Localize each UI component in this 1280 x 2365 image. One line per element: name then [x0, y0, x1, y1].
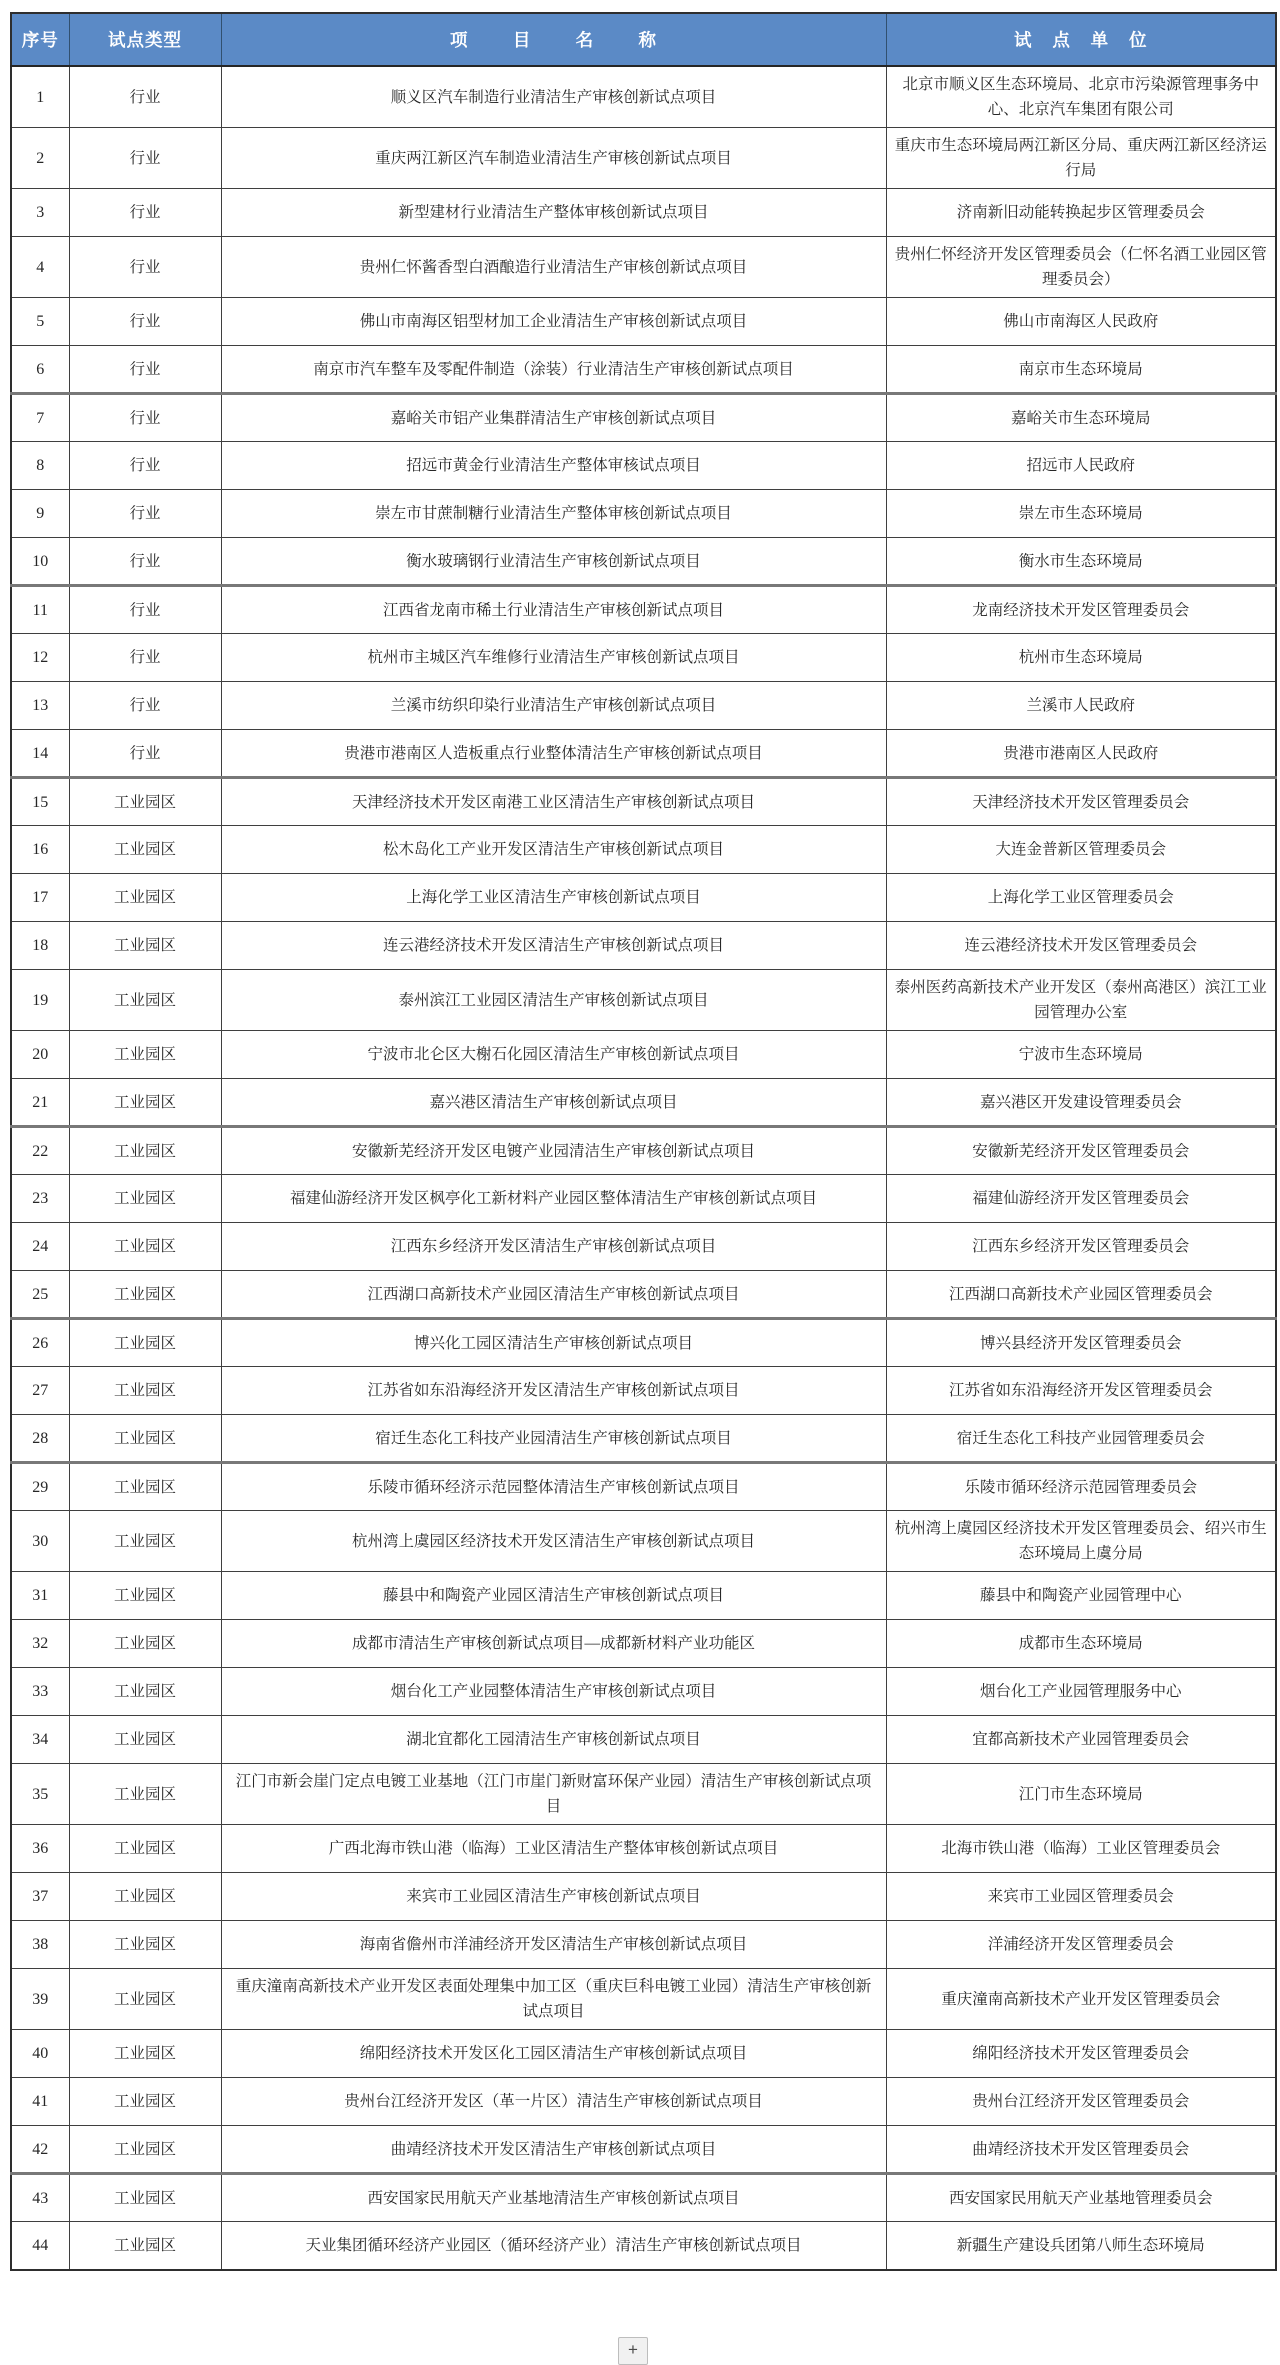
cell-project: 广西北海市铁山港（临海）工业区清洁生产整体审核创新试点项目 [221, 1825, 886, 1873]
cell-type: 工业园区 [69, 1415, 221, 1463]
cell-no: 19 [11, 970, 69, 1031]
cell-no: 5 [11, 298, 69, 346]
table-row [11, 128, 1276, 189]
cell-type: 工业园区 [69, 922, 221, 970]
cell-type: 工业园区 [69, 2174, 221, 2222]
cell-project: 衡水玻璃钢行业清洁生产审核创新试点项目 [221, 538, 886, 586]
cell-project: 宁波市北仑区大榭石化园区清洁生产审核创新试点项目 [221, 1031, 886, 1079]
cell-type: 工业园区 [69, 1764, 221, 1825]
table-row [11, 2078, 1276, 2126]
cell-project: 湖北宜都化工园清洁生产审核创新试点项目 [221, 1716, 886, 1764]
cell-project: 杭州湾上虞园区经济技术开发区清洁生产审核创新试点项目 [221, 1511, 886, 1572]
cell-unit: 新疆生产建设兵团第八师生态环境局 [886, 2222, 1276, 2270]
cell-no: 15 [11, 778, 69, 826]
cell-type: 行业 [69, 189, 221, 237]
table-row [11, 682, 1276, 730]
cell-type: 工业园区 [69, 2078, 221, 2126]
cell-no: 37 [11, 1873, 69, 1921]
cell-no: 41 [11, 2078, 69, 2126]
cell-no: 24 [11, 1223, 69, 1271]
cell-project: 江西湖口高新技术产业园区清洁生产审核创新试点项目 [221, 1271, 886, 1319]
cell-unit: 嘉兴港区开发建设管理委员会 [886, 1079, 1276, 1127]
table-row [11, 237, 1276, 298]
cell-project: 江西东乡经济开发区清洁生产审核创新试点项目 [221, 1223, 886, 1271]
cell-unit: 重庆潼南高新技术产业开发区管理委员会 [886, 1969, 1276, 2030]
cell-unit: 曲靖经济技术开发区管理委员会 [886, 2126, 1276, 2174]
cell-unit: 招远市人民政府 [886, 442, 1276, 490]
cell-no: 11 [11, 586, 69, 634]
cell-unit: 泰州医药高新技术产业开发区（泰州高港区）滨江工业园管理办公室 [886, 970, 1276, 1031]
table-row [11, 2222, 1276, 2270]
table-row [11, 2126, 1276, 2174]
cell-unit: 崇左市生态环境局 [886, 490, 1276, 538]
cell-unit: 嘉峪关市生态环境局 [886, 394, 1276, 442]
cell-type: 行业 [69, 586, 221, 634]
cell-unit: 来宾市工业园区管理委员会 [886, 1873, 1276, 1921]
table-row [11, 1921, 1276, 1969]
table-row [11, 1367, 1276, 1415]
cell-no: 13 [11, 682, 69, 730]
cell-type: 行业 [69, 634, 221, 682]
cell-no: 14 [11, 730, 69, 778]
header-cell-unit: 试 点 单 位 [886, 13, 1276, 66]
cell-no: 6 [11, 346, 69, 394]
header-cell-number: 序号 [11, 13, 69, 66]
table-row [11, 538, 1276, 586]
document-page [10, 12, 1276, 2271]
cell-unit: 龙南经济技术开发区管理委员会 [886, 586, 1276, 634]
table-body [11, 66, 1276, 2270]
cell-project: 重庆两江新区汽车制造业清洁生产审核创新试点项目 [221, 128, 886, 189]
table-row [11, 970, 1276, 1031]
table-row [11, 298, 1276, 346]
table-row [11, 1319, 1276, 1367]
table-row [11, 1175, 1276, 1223]
header-cell-project: 项 目 名 称 [221, 13, 886, 66]
cell-type: 行业 [69, 490, 221, 538]
cell-unit: 兰溪市人民政府 [886, 682, 1276, 730]
cell-no: 18 [11, 922, 69, 970]
cell-no: 12 [11, 634, 69, 682]
cell-type: 工业园区 [69, 1175, 221, 1223]
header-row [11, 13, 1276, 66]
cell-no: 33 [11, 1668, 69, 1716]
cell-project: 重庆潼南高新技术产业开发区表面处理集中加工区（重庆巨科电镀工业园）清洁生产审核创新试点项目 [221, 1969, 886, 2030]
cell-no: 40 [11, 2030, 69, 2078]
cell-no: 22 [11, 1127, 69, 1175]
cell-no: 30 [11, 1511, 69, 1572]
cell-type: 工业园区 [69, 778, 221, 826]
table-row [11, 1223, 1276, 1271]
cell-unit: 大连金普新区管理委员会 [886, 826, 1276, 874]
cell-project: 博兴化工园区清洁生产审核创新试点项目 [221, 1319, 886, 1367]
cell-project: 来宾市工业园区清洁生产审核创新试点项目 [221, 1873, 886, 1921]
cell-type: 行业 [69, 346, 221, 394]
cell-project: 连云港经济技术开发区清洁生产审核创新试点项目 [221, 922, 886, 970]
cell-unit: 杭州湾上虞园区经济技术开发区管理委员会、绍兴市生态环境局上虞分局 [886, 1511, 1276, 1572]
cell-unit: 江苏省如东沿海经济开发区管理委员会 [886, 1367, 1276, 1415]
cell-no: 42 [11, 2126, 69, 2174]
cell-project: 江门市新会崖门定点电镀工业基地（江门市崖门新财富环保产业园）清洁生产审核创新试点项目 [221, 1764, 886, 1825]
cell-project: 烟台化工产业园整体清洁生产审核创新试点项目 [221, 1668, 886, 1716]
cell-project: 顺义区汽车制造行业清洁生产审核创新试点项目 [221, 66, 886, 128]
table-row [11, 778, 1276, 826]
cell-project: 松木岛化工产业开发区清洁生产审核创新试点项目 [221, 826, 886, 874]
table-row [11, 1511, 1276, 1572]
cell-unit: 江门市生态环境局 [886, 1764, 1276, 1825]
cell-no: 21 [11, 1079, 69, 1127]
cell-no: 7 [11, 394, 69, 442]
cell-no: 25 [11, 1271, 69, 1319]
cell-no: 3 [11, 189, 69, 237]
table-row [11, 442, 1276, 490]
cell-type: 行业 [69, 442, 221, 490]
table-row [11, 1825, 1276, 1873]
cell-no: 39 [11, 1969, 69, 2030]
cell-no: 1 [11, 66, 69, 128]
cell-type: 工业园区 [69, 1271, 221, 1319]
cell-no: 27 [11, 1367, 69, 1415]
cell-unit: 安徽新芜经济开发区管理委员会 [886, 1127, 1276, 1175]
cell-unit: 宜都高新技术产业园管理委员会 [886, 1716, 1276, 1764]
cell-project: 南京市汽车整车及零配件制造（涂装）行业清洁生产审核创新试点项目 [221, 346, 886, 394]
cell-type: 工业园区 [69, 1511, 221, 1572]
cell-unit: 佛山市南海区人民政府 [886, 298, 1276, 346]
cell-project: 西安国家民用航天产业基地清洁生产审核创新试点项目 [221, 2174, 886, 2222]
cell-unit: 杭州市生态环境局 [886, 634, 1276, 682]
cell-unit: 宿迁生态化工科技产业园管理委员会 [886, 1415, 1276, 1463]
cell-type: 工业园区 [69, 1031, 221, 1079]
cell-no: 23 [11, 1175, 69, 1223]
cell-project: 宿迁生态化工科技产业园清洁生产审核创新试点项目 [221, 1415, 886, 1463]
cell-type: 行业 [69, 66, 221, 128]
cell-project: 佛山市南海区铝型材加工企业清洁生产审核创新试点项目 [221, 298, 886, 346]
cell-type: 工业园区 [69, 826, 221, 874]
cell-project: 天津经济技术开发区南港工业区清洁生产审核创新试点项目 [221, 778, 886, 826]
cell-project: 招远市黄金行业清洁生产整体审核试点项目 [221, 442, 886, 490]
cell-project: 贵港市港南区人造板重点行业整体清洁生产审核创新试点项目 [221, 730, 886, 778]
cell-project: 嘉峪关市铝产业集群清洁生产审核创新试点项目 [221, 394, 886, 442]
cell-type: 工业园区 [69, 1921, 221, 1969]
cell-type: 工业园区 [69, 1367, 221, 1415]
cell-type: 行业 [69, 394, 221, 442]
table-row [11, 346, 1276, 394]
cell-unit: 上海化学工业区管理委员会 [886, 874, 1276, 922]
cell-type: 工业园区 [69, 2222, 221, 2270]
cell-unit: 北京市顺义区生态环境局、北京市污染源管理事务中心、北京汽车集团有限公司 [886, 66, 1276, 128]
cell-project: 福建仙游经济开发区枫亭化工新材料产业园区整体清洁生产审核创新试点项目 [221, 1175, 886, 1223]
cell-type: 工业园区 [69, 1223, 221, 1271]
cell-type: 行业 [69, 730, 221, 778]
table-row [11, 1031, 1276, 1079]
cell-unit: 天津经济技术开发区管理委员会 [886, 778, 1276, 826]
plus-icon: + [628, 2340, 638, 2359]
cell-no: 8 [11, 442, 69, 490]
table-row [11, 490, 1276, 538]
cell-type: 工业园区 [69, 1969, 221, 2030]
cell-project: 杭州市主城区汽车维修行业清洁生产审核创新试点项目 [221, 634, 886, 682]
table-row [11, 1764, 1276, 1825]
cell-no: 43 [11, 2174, 69, 2222]
cell-type: 工业园区 [69, 1319, 221, 1367]
cell-type: 工业园区 [69, 1463, 221, 1511]
cell-project: 绵阳经济技术开发区化工园区清洁生产审核创新试点项目 [221, 2030, 886, 2078]
cell-type: 工业园区 [69, 1620, 221, 1668]
cell-project: 泰州滨江工业园区清洁生产审核创新试点项目 [221, 970, 886, 1031]
table-row [11, 1079, 1276, 1127]
cell-type: 工业园区 [69, 2030, 221, 2078]
cell-unit: 藤县中和陶瓷产业园管理中心 [886, 1572, 1276, 1620]
cell-no: 16 [11, 826, 69, 874]
cell-no: 31 [11, 1572, 69, 1620]
cell-no: 17 [11, 874, 69, 922]
cell-project: 乐陵市循环经济示范园整体清洁生产审核创新试点项目 [221, 1463, 886, 1511]
cell-project: 成都市清洁生产审核创新试点项目—成都新材料产业功能区 [221, 1620, 886, 1668]
cell-project: 海南省儋州市洋浦经济开发区清洁生产审核创新试点项目 [221, 1921, 886, 1969]
cell-type: 工业园区 [69, 1127, 221, 1175]
table-row [11, 1668, 1276, 1716]
cell-type: 工业园区 [69, 1668, 221, 1716]
table-row [11, 1463, 1276, 1511]
cell-unit: 江西湖口高新技术产业园区管理委员会 [886, 1271, 1276, 1319]
table-row [11, 922, 1276, 970]
table-row [11, 730, 1276, 778]
cell-type: 行业 [69, 298, 221, 346]
table-row [11, 1572, 1276, 1620]
cell-unit: 江西东乡经济开发区管理委员会 [886, 1223, 1276, 1271]
cell-type: 工业园区 [69, 1825, 221, 1873]
add-button[interactable] [618, 2337, 648, 2365]
cell-type: 工业园区 [69, 874, 221, 922]
cell-project: 嘉兴港区清洁生产审核创新试点项目 [221, 1079, 886, 1127]
cell-unit: 北海市铁山港（临海）工业区管理委员会 [886, 1825, 1276, 1873]
cell-no: 9 [11, 490, 69, 538]
table-row [11, 634, 1276, 682]
cell-unit: 宁波市生态环境局 [886, 1031, 1276, 1079]
cell-no: 28 [11, 1415, 69, 1463]
cell-unit: 绵阳经济技术开发区管理委员会 [886, 2030, 1276, 2078]
cell-project: 崇左市甘蔗制糖行业清洁生产整体审核创新试点项目 [221, 490, 886, 538]
cell-project: 曲靖经济技术开发区清洁生产审核创新试点项目 [221, 2126, 886, 2174]
cell-type: 工业园区 [69, 2126, 221, 2174]
pilot-projects-table [10, 12, 1277, 2271]
cell-project: 新型建材行业清洁生产整体审核创新试点项目 [221, 189, 886, 237]
cell-no: 26 [11, 1319, 69, 1367]
cell-no: 10 [11, 538, 69, 586]
table-row [11, 1716, 1276, 1764]
cell-type: 行业 [69, 538, 221, 586]
cell-unit: 南京市生态环境局 [886, 346, 1276, 394]
cell-no: 36 [11, 1825, 69, 1873]
cell-project: 上海化学工业区清洁生产审核创新试点项目 [221, 874, 886, 922]
cell-project: 贵州仁怀酱香型白酒酿造行业清洁生产审核创新试点项目 [221, 237, 886, 298]
cell-type: 工业园区 [69, 1716, 221, 1764]
table-row [11, 1127, 1276, 1175]
cell-unit: 乐陵市循环经济示范园管理委员会 [886, 1463, 1276, 1511]
table-row [11, 1873, 1276, 1921]
cell-type: 工业园区 [69, 1873, 221, 1921]
cell-no: 4 [11, 237, 69, 298]
cell-no: 29 [11, 1463, 69, 1511]
table-row [11, 826, 1276, 874]
cell-type: 工业园区 [69, 1572, 221, 1620]
table-row [11, 1271, 1276, 1319]
cell-project: 贵州台江经济开发区（革一片区）清洁生产审核创新试点项目 [221, 2078, 886, 2126]
cell-project: 兰溪市纺织印染行业清洁生产审核创新试点项目 [221, 682, 886, 730]
cell-no: 38 [11, 1921, 69, 1969]
cell-unit: 重庆市生态环境局两江新区分局、重庆两江新区经济运行局 [886, 128, 1276, 189]
table-row [11, 2174, 1276, 2222]
cell-unit: 烟台化工产业园管理服务中心 [886, 1668, 1276, 1716]
table-row [11, 394, 1276, 442]
cell-unit: 衡水市生态环境局 [886, 538, 1276, 586]
cell-project: 江西省龙南市稀土行业清洁生产审核创新试点项目 [221, 586, 886, 634]
cell-project: 安徽新芜经济开发区电镀产业园清洁生产审核创新试点项目 [221, 1127, 886, 1175]
cell-unit: 西安国家民用航天产业基地管理委员会 [886, 2174, 1276, 2222]
cell-unit: 成都市生态环境局 [886, 1620, 1276, 1668]
cell-no: 44 [11, 2222, 69, 2270]
table-row [11, 1969, 1276, 2030]
cell-type: 行业 [69, 128, 221, 189]
table-row [11, 586, 1276, 634]
table-row [11, 2030, 1276, 2078]
table-row [11, 874, 1276, 922]
table-row [11, 66, 1276, 128]
cell-no: 20 [11, 1031, 69, 1079]
cell-project: 藤县中和陶瓷产业园区清洁生产审核创新试点项目 [221, 1572, 886, 1620]
cell-unit: 贵州台江经济开发区管理委员会 [886, 2078, 1276, 2126]
cell-unit: 贵州仁怀经济开发区管理委员会（仁怀名酒工业园区管理委员会） [886, 237, 1276, 298]
cell-type: 工业园区 [69, 970, 221, 1031]
header-cell-type: 试点类型 [69, 13, 221, 66]
cell-type: 行业 [69, 682, 221, 730]
cell-project: 天业集团循环经济产业园区（循环经济产业）清洁生产审核创新试点项目 [221, 2222, 886, 2270]
cell-no: 34 [11, 1716, 69, 1764]
table-row [11, 1620, 1276, 1668]
cell-no: 2 [11, 128, 69, 189]
cell-no: 35 [11, 1764, 69, 1825]
table-row [11, 1415, 1276, 1463]
cell-type: 工业园区 [69, 1079, 221, 1127]
cell-unit: 连云港经济技术开发区管理委员会 [886, 922, 1276, 970]
cell-no: 32 [11, 1620, 69, 1668]
cell-unit: 博兴县经济开发区管理委员会 [886, 1319, 1276, 1367]
cell-unit: 洋浦经济开发区管理委员会 [886, 1921, 1276, 1969]
cell-type: 行业 [69, 237, 221, 298]
cell-unit: 济南新旧动能转换起步区管理委员会 [886, 189, 1276, 237]
cell-unit: 贵港市港南区人民政府 [886, 730, 1276, 778]
table-row [11, 189, 1276, 237]
cell-project: 江苏省如东沿海经济开发区清洁生产审核创新试点项目 [221, 1367, 886, 1415]
cell-unit: 福建仙游经济开发区管理委员会 [886, 1175, 1276, 1223]
table-header [11, 13, 1276, 66]
